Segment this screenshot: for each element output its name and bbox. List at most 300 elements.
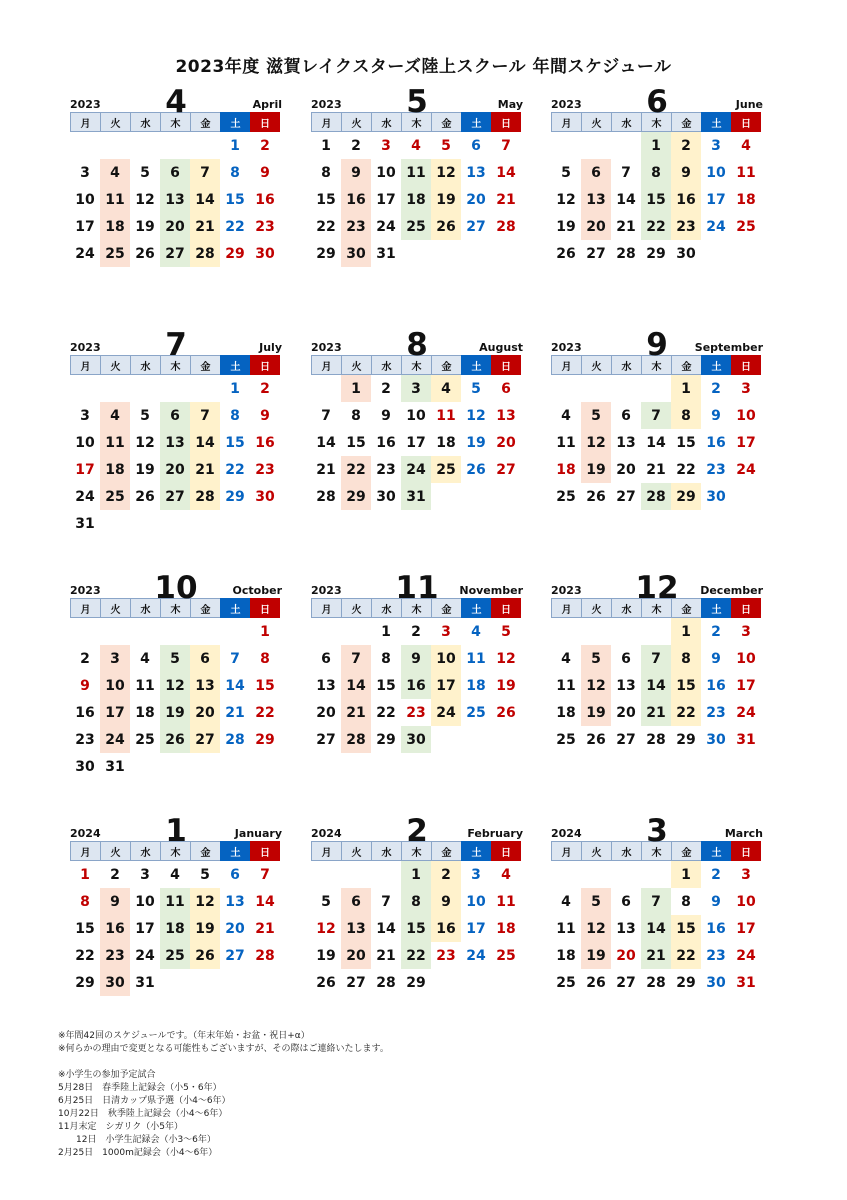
day-cell: 29: [646, 245, 666, 262]
day-cell: 23: [706, 947, 726, 964]
day-cell: 18: [406, 191, 426, 208]
day-cell: 25: [406, 218, 426, 235]
day-cell: 24: [736, 704, 756, 721]
day-cell: 1: [321, 137, 331, 154]
day-cell: 17: [406, 434, 426, 451]
day-cell: 26: [165, 731, 185, 748]
day-cell: 22: [406, 947, 426, 964]
day-grid: [311, 618, 523, 780]
month-calendar: [311, 809, 523, 1023]
month-year: 2023: [551, 98, 582, 111]
day-cell: 10: [466, 893, 486, 910]
weekday-label: 火: [341, 112, 371, 132]
day-cell: 24: [376, 218, 396, 235]
month-number: 3: [646, 813, 668, 849]
day-cell: 20: [496, 434, 516, 451]
note-line: ※何らかの理由で変更となる可能性もございますが、その際はご連絡いたします。: [58, 1044, 389, 1054]
day-cell: 30: [255, 245, 275, 262]
day-cell: 2: [441, 866, 451, 883]
day-cell: 12: [556, 191, 576, 208]
day-cell: 10: [105, 677, 125, 694]
day-cell: 19: [466, 434, 486, 451]
day-cell: 3: [80, 164, 90, 181]
month-number: 2: [406, 813, 428, 849]
day-cell: 29: [255, 731, 275, 748]
day-cell: 10: [736, 650, 756, 667]
day-cell: 27: [165, 245, 185, 262]
day-cell: 18: [436, 434, 456, 451]
day-cell: 7: [321, 407, 331, 424]
month-number: 7: [165, 327, 187, 363]
day-cell: 11: [556, 920, 576, 937]
day-cell: 23: [676, 218, 696, 235]
day-cell: 8: [681, 650, 691, 667]
day-cell: 12: [586, 434, 606, 451]
weekday-label: 火: [100, 112, 130, 132]
day-cell: 12: [496, 650, 516, 667]
day-cell: 13: [316, 677, 336, 694]
weekday-label: 日: [731, 598, 761, 618]
day-cell: 12: [165, 677, 185, 694]
day-cell: 4: [441, 380, 451, 397]
day-cell: 30: [105, 974, 125, 991]
weekday-label: 火: [341, 598, 371, 618]
day-cell: 29: [346, 488, 366, 505]
day-cell: 27: [165, 488, 185, 505]
day-cell: 21: [496, 191, 516, 208]
day-cell: 16: [436, 920, 456, 937]
day-cell: 25: [105, 488, 125, 505]
day-cell: 9: [260, 407, 270, 424]
month-english-name: July: [259, 341, 282, 354]
day-cell: 26: [586, 974, 606, 991]
day-cell: 20: [616, 461, 636, 478]
day-cell: 26: [586, 731, 606, 748]
day-grid: [551, 375, 763, 537]
weekday-label: 金: [671, 841, 701, 861]
day-cell: 11: [556, 677, 576, 694]
day-cell: 24: [135, 947, 155, 964]
day-cell: 9: [351, 164, 361, 181]
day-cell: 5: [140, 164, 150, 181]
day-cell: 1: [351, 380, 361, 397]
month-header: [311, 323, 523, 363]
day-cell: 26: [586, 488, 606, 505]
day-cell: 28: [376, 974, 396, 991]
day-cell: 13: [586, 191, 606, 208]
notes: [58, 1030, 389, 1160]
month-calendar: [551, 80, 763, 294]
day-cell: 14: [646, 677, 666, 694]
weekday-label: 土: [701, 355, 731, 375]
day-cell: 7: [381, 893, 391, 910]
day-cell: 5: [321, 893, 331, 910]
note-line: 12日 小学生記録会（小3～6年）: [58, 1135, 216, 1145]
weekday-label: 日: [491, 841, 521, 861]
day-cell: 25: [556, 488, 576, 505]
day-cell: 31: [376, 245, 396, 262]
day-cell: 26: [316, 974, 336, 991]
day-cell: 5: [441, 137, 451, 154]
day-grid: [70, 375, 282, 537]
day-cell: 19: [436, 191, 456, 208]
day-cell: 11: [436, 407, 456, 424]
weekday-label: 水: [611, 355, 641, 375]
weekday-label: 土: [220, 598, 250, 618]
day-cell: 16: [255, 434, 275, 451]
weekday-label: 金: [431, 112, 461, 132]
day-cell: 1: [381, 623, 391, 640]
day-cell: 3: [441, 623, 451, 640]
day-cell: 4: [140, 650, 150, 667]
day-cell: 4: [561, 650, 571, 667]
day-cell: 19: [195, 920, 215, 937]
weekday-label: 金: [671, 112, 701, 132]
day-cell: 11: [135, 677, 155, 694]
day-cell: 8: [411, 893, 421, 910]
day-cell: 9: [441, 893, 451, 910]
weekday-label: 木: [401, 355, 431, 375]
day-cell: 30: [75, 758, 95, 775]
day-cell: 14: [646, 434, 666, 451]
day-cell: 25: [436, 461, 456, 478]
day-cell: 17: [75, 461, 95, 478]
month-number: 1: [165, 813, 187, 849]
day-cell: 8: [381, 650, 391, 667]
weekday-label: 日: [250, 355, 280, 375]
day-cell: 20: [165, 461, 185, 478]
weekday-label: 木: [401, 112, 431, 132]
day-cell: 13: [195, 677, 215, 694]
weekday-label: 水: [611, 841, 641, 861]
day-cell: 27: [496, 461, 516, 478]
month-english-name: September: [694, 341, 763, 354]
day-cell: 6: [501, 380, 511, 397]
day-cell: 6: [170, 407, 180, 424]
day-grid: [70, 861, 282, 1023]
day-cell: 4: [110, 407, 120, 424]
day-cell: 22: [676, 461, 696, 478]
weekday-label: 火: [341, 841, 371, 861]
day-cell: 31: [105, 758, 125, 775]
day-cell: 30: [706, 731, 726, 748]
day-cell: 29: [676, 488, 696, 505]
day-cell: 25: [466, 704, 486, 721]
day-grid: [70, 618, 282, 780]
month-year: 2023: [70, 584, 101, 597]
month-english-name: October: [232, 584, 282, 597]
day-cell: 18: [105, 218, 125, 235]
month-english-name: May: [497, 98, 523, 111]
day-cell: 6: [170, 164, 180, 181]
day-cell: 1: [651, 137, 661, 154]
weekday-label: 水: [130, 841, 160, 861]
day-cell: 8: [681, 893, 691, 910]
day-cell: 12: [316, 920, 336, 937]
weekday-label: 日: [731, 841, 761, 861]
day-cell: 15: [255, 677, 275, 694]
day-cell: 27: [616, 731, 636, 748]
month-year: 2023: [70, 341, 101, 354]
day-cell: 17: [736, 920, 756, 937]
day-cell: 11: [466, 650, 486, 667]
day-cell: 17: [376, 191, 396, 208]
day-cell: 14: [496, 164, 516, 181]
month-header: [70, 566, 282, 606]
note-line: 6月25日 日清カップ県予選（小4～6年）: [58, 1096, 231, 1106]
month-header: [551, 323, 763, 363]
month-english-name: August: [479, 341, 523, 354]
month-year: 2023: [311, 584, 342, 597]
day-cell: 24: [466, 947, 486, 964]
day-cell: 11: [556, 434, 576, 451]
day-cell: 19: [135, 461, 155, 478]
day-cell: 13: [616, 677, 636, 694]
weekday-label: 木: [641, 355, 671, 375]
weekday-label: 土: [701, 598, 731, 618]
month-year: 2023: [551, 584, 582, 597]
month-number: 11: [395, 570, 439, 606]
day-cell: 30: [255, 488, 275, 505]
day-cell: 22: [376, 704, 396, 721]
day-grid: [551, 861, 763, 1023]
month-number: 8: [406, 327, 428, 363]
day-cell: 9: [681, 164, 691, 181]
day-cell: 6: [621, 407, 631, 424]
day-cell: 22: [225, 218, 245, 235]
month-header: [311, 80, 523, 120]
note-line: ※年間42回のスケジュールです。（年末年始・お盆・祝日+α）: [58, 1031, 310, 1041]
day-cell: 7: [501, 137, 511, 154]
day-cell: 25: [556, 974, 576, 991]
day-cell: 17: [105, 704, 125, 721]
day-cell: 13: [616, 434, 636, 451]
day-grid: [70, 132, 282, 294]
day-cell: 25: [135, 731, 155, 748]
day-cell: 9: [110, 893, 120, 910]
day-cell: 30: [376, 488, 396, 505]
weekday-label: 木: [641, 112, 671, 132]
day-cell: 7: [351, 650, 361, 667]
weekday-label: 月: [70, 841, 100, 861]
day-cell: 16: [406, 677, 426, 694]
day-cell: 21: [346, 704, 366, 721]
weekday-label: 火: [100, 355, 130, 375]
day-cell: 2: [711, 866, 721, 883]
month-header: [70, 80, 282, 120]
day-cell: 10: [376, 164, 396, 181]
day-cell: 2: [80, 650, 90, 667]
day-cell: 15: [316, 191, 336, 208]
day-cell: 5: [591, 893, 601, 910]
day-cell: 29: [676, 974, 696, 991]
weekday-label: 金: [190, 841, 220, 861]
day-grid: [551, 618, 763, 780]
day-cell: 12: [195, 893, 215, 910]
day-cell: 26: [436, 218, 456, 235]
day-cell: 23: [105, 947, 125, 964]
month-calendar: [311, 566, 523, 780]
weekday-label: 金: [671, 355, 701, 375]
day-cell: 20: [616, 704, 636, 721]
day-cell: 11: [496, 893, 516, 910]
day-cell: 4: [741, 137, 751, 154]
day-cell: 23: [75, 731, 95, 748]
day-cell: 13: [496, 407, 516, 424]
day-cell: 26: [135, 245, 155, 262]
day-cell: 28: [255, 947, 275, 964]
day-cell: 14: [316, 434, 336, 451]
month-year: 2024: [70, 827, 101, 840]
day-cell: 5: [140, 407, 150, 424]
weekday-label: 火: [581, 598, 611, 618]
weekday-label: 日: [491, 355, 521, 375]
note-line: 5月28日 春季陸上記録会（小5・6年）: [58, 1083, 222, 1093]
month-calendar: [551, 566, 763, 780]
day-cell: 16: [706, 920, 726, 937]
day-cell: 6: [230, 866, 240, 883]
day-cell: 21: [316, 461, 336, 478]
weekday-label: 月: [70, 112, 100, 132]
note-line: 10月22日 秋季陸上記録会（小4～6年）: [58, 1109, 228, 1119]
day-cell: 29: [225, 488, 245, 505]
day-cell: 7: [651, 893, 661, 910]
day-cell: 9: [411, 650, 421, 667]
day-cell: 6: [321, 650, 331, 667]
day-cell: 17: [706, 191, 726, 208]
day-cell: 13: [466, 164, 486, 181]
day-cell: 20: [316, 704, 336, 721]
day-cell: 28: [225, 731, 245, 748]
day-cell: 6: [591, 164, 601, 181]
day-cell: 26: [135, 488, 155, 505]
day-cell: 21: [646, 704, 666, 721]
day-cell: 27: [616, 488, 636, 505]
day-cell: 8: [230, 164, 240, 181]
day-cell: 2: [711, 380, 721, 397]
weekday-label: 水: [130, 112, 160, 132]
weekday-label: 日: [250, 112, 280, 132]
day-cell: 15: [676, 677, 696, 694]
day-cell: 27: [195, 731, 215, 748]
day-cell: 2: [411, 623, 421, 640]
day-cell: 23: [376, 461, 396, 478]
day-cell: 6: [621, 893, 631, 910]
day-cell: 15: [225, 191, 245, 208]
day-cell: 3: [80, 407, 90, 424]
weekday-label: 木: [641, 598, 671, 618]
day-cell: 11: [105, 434, 125, 451]
day-cell: 22: [346, 461, 366, 478]
day-cell: 4: [561, 893, 571, 910]
day-cell: 24: [736, 947, 756, 964]
day-cell: 23: [706, 461, 726, 478]
day-cell: 25: [496, 947, 516, 964]
day-cell: 2: [351, 137, 361, 154]
day-cell: 23: [706, 704, 726, 721]
day-cell: 24: [736, 461, 756, 478]
day-cell: 10: [75, 191, 95, 208]
day-cell: 29: [676, 731, 696, 748]
weekday-label: 木: [160, 112, 190, 132]
day-cell: 29: [316, 245, 336, 262]
day-cell: 12: [135, 434, 155, 451]
day-cell: 21: [616, 218, 636, 235]
month-number: 10: [154, 570, 198, 606]
day-cell: 28: [496, 218, 516, 235]
day-cell: 25: [556, 731, 576, 748]
day-cell: 1: [230, 380, 240, 397]
weekday-label: 月: [551, 355, 581, 375]
month-calendar: [70, 80, 282, 294]
day-cell: 20: [225, 920, 245, 937]
weekday-label: 月: [551, 598, 581, 618]
weekday-label: 木: [160, 355, 190, 375]
day-cell: 15: [676, 434, 696, 451]
weekday-label: 火: [581, 841, 611, 861]
day-cell: 30: [346, 245, 366, 262]
day-cell: 18: [556, 947, 576, 964]
day-cell: 10: [135, 893, 155, 910]
day-cell: 13: [165, 191, 185, 208]
day-cell: 3: [741, 623, 751, 640]
day-cell: 14: [195, 434, 215, 451]
day-cell: 9: [260, 164, 270, 181]
day-cell: 19: [496, 677, 516, 694]
day-cell: 24: [75, 488, 95, 505]
day-cell: 19: [586, 947, 606, 964]
weekday-label: 月: [551, 112, 581, 132]
month-english-name: November: [459, 584, 523, 597]
day-cell: 28: [646, 731, 666, 748]
day-cell: 12: [466, 407, 486, 424]
day-cell: 10: [736, 893, 756, 910]
note-line: [58, 1056, 389, 1069]
day-cell: 4: [501, 866, 511, 883]
month-english-name: February: [467, 827, 523, 840]
day-cell: 1: [681, 380, 691, 397]
day-cell: 21: [225, 704, 245, 721]
weekday-label: 土: [461, 355, 491, 375]
day-cell: 6: [471, 137, 481, 154]
weekday-label: 土: [461, 841, 491, 861]
month-english-name: March: [724, 827, 763, 840]
weekday-label: 月: [70, 598, 100, 618]
day-cell: 3: [110, 650, 120, 667]
day-cell: 24: [105, 731, 125, 748]
day-cell: 30: [676, 245, 696, 262]
day-cell: 6: [200, 650, 210, 667]
weekday-label: 土: [701, 112, 731, 132]
day-cell: 23: [255, 218, 275, 235]
day-cell: 4: [561, 407, 571, 424]
day-cell: 3: [471, 866, 481, 883]
weekday-label: 火: [100, 598, 130, 618]
weekday-label: 日: [250, 841, 280, 861]
day-cell: 22: [225, 461, 245, 478]
weekday-label: 日: [491, 112, 521, 132]
day-grid: [311, 132, 523, 294]
month-number: 6: [646, 84, 668, 120]
day-cell: 5: [591, 407, 601, 424]
weekday-label: 水: [371, 355, 401, 375]
day-cell: 9: [381, 407, 391, 424]
day-cell: 8: [681, 407, 691, 424]
day-cell: 20: [466, 191, 486, 208]
weekday-label: 土: [220, 112, 250, 132]
day-cell: 31: [406, 488, 426, 505]
weekday-label: 月: [311, 598, 341, 618]
